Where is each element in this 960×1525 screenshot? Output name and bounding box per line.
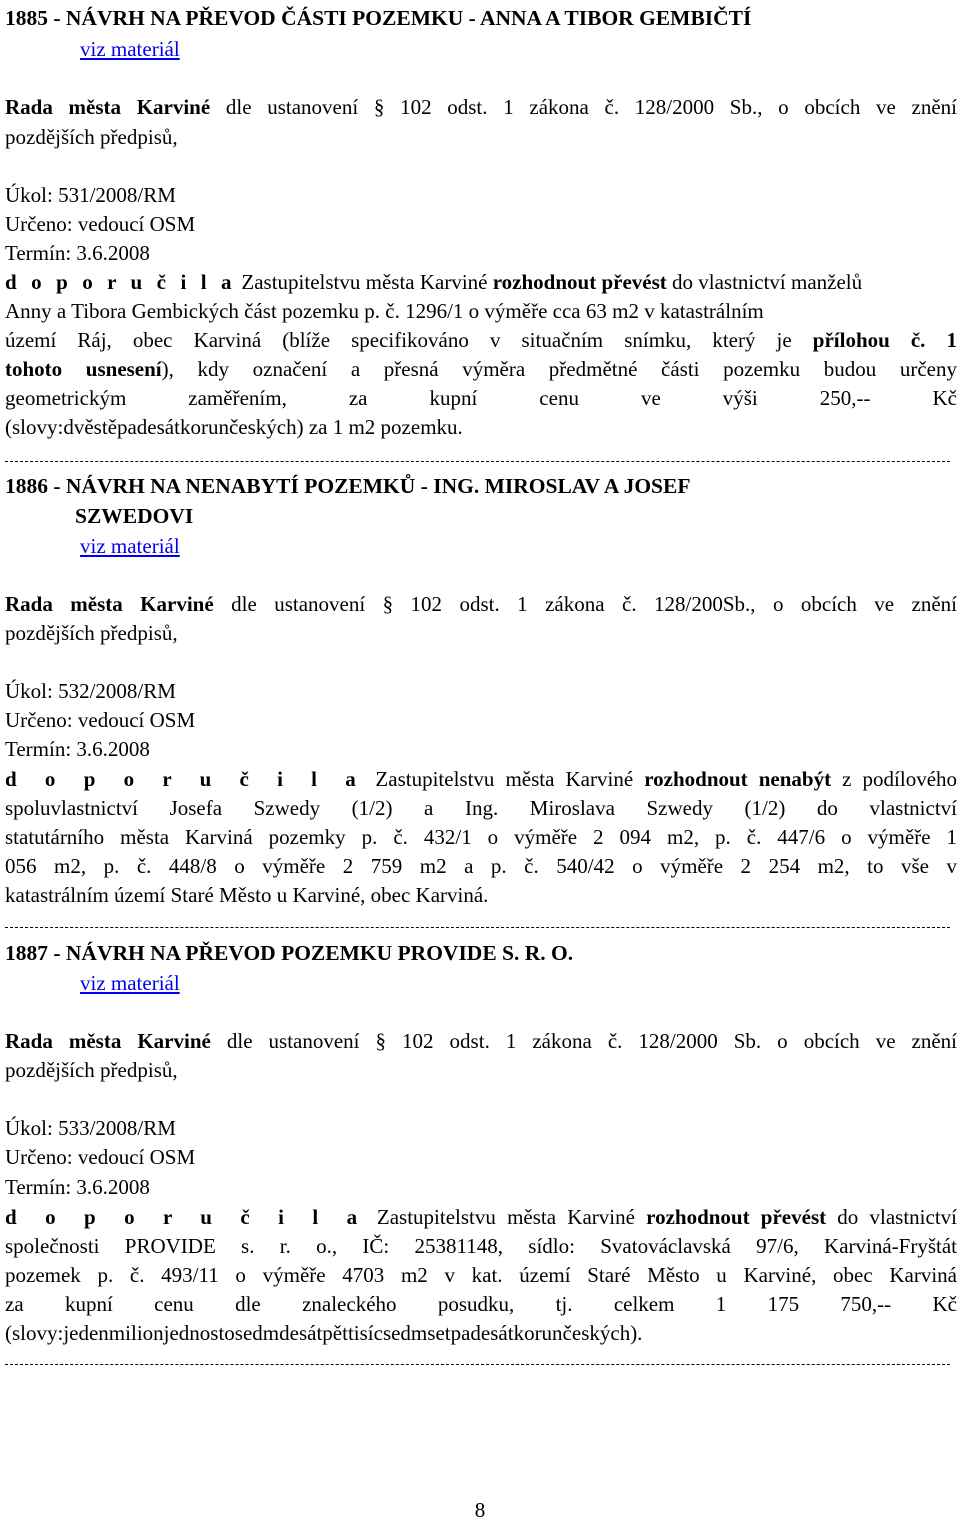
item-1885-resolution-line-5: geometrickým zaměřením, za kupní cenu ve výši 250,-- Kč <box>5 386 957 410</box>
resolution-text: Zastupitelstvu města Karviné <box>365 1205 647 1229</box>
resolution-text-tail: z podílového <box>831 767 958 791</box>
item-1887-resolution-line-3: pozemek p. č. 493/11 o výměře 4703 m2 v kat. území Staré Město u Karviné, obec Karviná <box>5 1263 957 1287</box>
item-1886-resolution-line-5: katastrálním území Staré Město u Karviné, obec Karviná. <box>5 883 489 907</box>
item-1887-rada-line <box>5 1029 957 1053</box>
rada-label: Rada města Karviné <box>5 95 211 119</box>
recommended-label: d o p o r u č i l a <box>5 270 237 294</box>
paragraph-sign: § <box>373 95 385 119</box>
rada-label: Rada města Karviné <box>5 1029 211 1053</box>
item-1887-resolution-line-1 <box>5 1205 957 1229</box>
item-1886-rada-line-2: pozdějších předpisů, <box>5 621 178 645</box>
item-1886-task: Úkol: 532/2008/RM <box>5 679 176 703</box>
rada-text-tail: 102 odst. 1 zákona č. 128/2000 Sb. o obcích ve znění <box>386 1029 957 1053</box>
view-material-link[interactable]: viz materiál <box>80 37 180 61</box>
attachment-ref: přílohou č. 1 <box>812 328 957 352</box>
item-1885-resolution-line-4 <box>5 357 957 381</box>
item-1887-heading: 1887 - NÁVRH NA PŘEVOD POZEMKU PROVIDE S. R. O. <box>5 941 574 965</box>
rada-label: Rada města Karviné <box>5 592 214 616</box>
item-1887-task: Úkol: 533/2008/RM <box>5 1116 176 1140</box>
item-1885-resolution-line-1 <box>5 270 862 294</box>
resolution-verb: rozhodnout převést <box>492 270 667 294</box>
item-1886-deadline: Termín: 3.6.2008 <box>5 737 150 761</box>
item-1885-link[interactable] <box>80 37 180 61</box>
resolution-text: ), kdy označení a přesná výměra předmětné části pozemku budou určeny <box>161 357 957 381</box>
resolution-verb: rozhodnout převést <box>646 1205 827 1229</box>
item-1885-heading: 1885 - NÁVRH NA PŘEVOD ČÁSTI POZEMKU - ANNA A TIBOR GEMBIČTÍ <box>5 6 752 30</box>
item-1885-assigned: Určeno: vedoucí OSM <box>5 212 196 236</box>
recommended-label: d o p o r u č i l a <box>5 1205 366 1229</box>
rada-text-tail: 102 odst. 1 zákona č. 128/200Sb., o obcích ve znění <box>393 592 958 616</box>
item-1887-assigned: Určeno: vedoucí OSM <box>5 1145 196 1169</box>
item-1885-rada-line-2: pozdějších předpisů, <box>5 125 178 149</box>
item-1886-assigned: Určeno: vedoucí OSM <box>5 708 196 732</box>
page-number: 8 <box>474 1498 486 1522</box>
rada-text: dle ustanovení <box>213 592 383 616</box>
rada-text: dle ustanovení <box>210 95 374 119</box>
resolution-ref: tohoto usnesení <box>5 357 162 381</box>
resolution-text: Zastupitelstvu města Karviné <box>364 767 645 791</box>
recommended-label: d o p o r u č i l a <box>5 767 365 791</box>
item-1887-resolution-line-2: společnosti PROVIDE s. r. o., IČ: 25381148, sídlo: Svatováclavská 97/6, Karviná-Fryštát <box>5 1234 957 1258</box>
item-1885-rada-line <box>5 95 957 119</box>
item-1887-resolution-line-5: (slovy:jedenmilionjednostosedmdesátpěttisícsedmsetpadesátkorunčeských). <box>5 1321 643 1345</box>
item-1886-rada-line <box>5 592 957 616</box>
item-1887-link[interactable] <box>80 971 180 995</box>
item-1885-resolution-line-2: Anny a Tibora Gembických část pozemku p. č. 1296/1 o výměře cca 63 m2 v katastrálním <box>5 299 764 323</box>
separator-line <box>5 927 950 928</box>
item-1886-heading: 1886 - NÁVRH NA NENABYTÍ POZEMKŮ - ING. MIROSLAV A JOSEF <box>5 474 691 498</box>
item-1887-rada-line-2: pozdějších předpisů, <box>5 1058 178 1082</box>
separator-line <box>5 461 950 462</box>
item-1885-task: Úkol: 531/2008/RM <box>5 183 176 207</box>
item-1886-resolution-line-4: 056 m2, p. č. 448/8 o výměře 2 759 m2 a p. č. 540/42 o výměře 2 254 m2, to vše v <box>5 854 957 878</box>
view-material-link[interactable]: viz materiál <box>80 971 180 995</box>
paragraph-sign: § <box>382 592 394 616</box>
item-1886-heading-line-2: SZWEDOVI <box>75 504 194 528</box>
resolution-text-tail: do vlastnictví <box>826 1205 957 1229</box>
item-1886-resolution-line-1 <box>5 767 957 791</box>
rada-text-tail: 102 odst. 1 zákona č. 128/2000 Sb., o obcích ve znění <box>384 95 957 119</box>
item-1887-deadline: Termín: 3.6.2008 <box>5 1175 150 1199</box>
resolution-text: území Ráj, obec Karviná (blíže specifikováno v situačním snímku, který je <box>5 328 813 352</box>
item-1886-link[interactable] <box>80 534 180 558</box>
resolution-text: Zastupitelstvu města Karviné <box>236 270 493 294</box>
item-1886-resolution-line-3: statutárního města Karviná pozemky p. č. 432/1 o výměře 2 094 m2, p. č. 447/6 o výměře 1 <box>5 825 957 849</box>
item-1886-resolution-line-2: spoluvlastnictví Josefa Szwedy (1/2) a Ing. Miroslava Szwedy (1/2) do vlastnictví <box>5 796 957 820</box>
resolution-verb: rozhodnout nenabýt <box>644 767 832 791</box>
view-material-link[interactable]: viz materiál <box>80 534 180 558</box>
item-1885-resolution-line-6: (slovy:dvěstěpadesátkorunčeských) za 1 m2 pozemku. <box>5 415 463 439</box>
item-1885-resolution-line-3 <box>5 328 957 352</box>
resolution-text-tail: do vlastnictví manželů <box>666 270 863 294</box>
item-1887-resolution-line-4: za kupní cenu dle znaleckého posudku, tj. celkem 1 175 750,-- Kč <box>5 1292 957 1316</box>
rada-text: dle ustanovení <box>210 1029 376 1053</box>
item-1885-deadline: Termín: 3.6.2008 <box>5 241 150 265</box>
paragraph-sign: § <box>375 1029 387 1053</box>
separator-line <box>5 1364 950 1365</box>
